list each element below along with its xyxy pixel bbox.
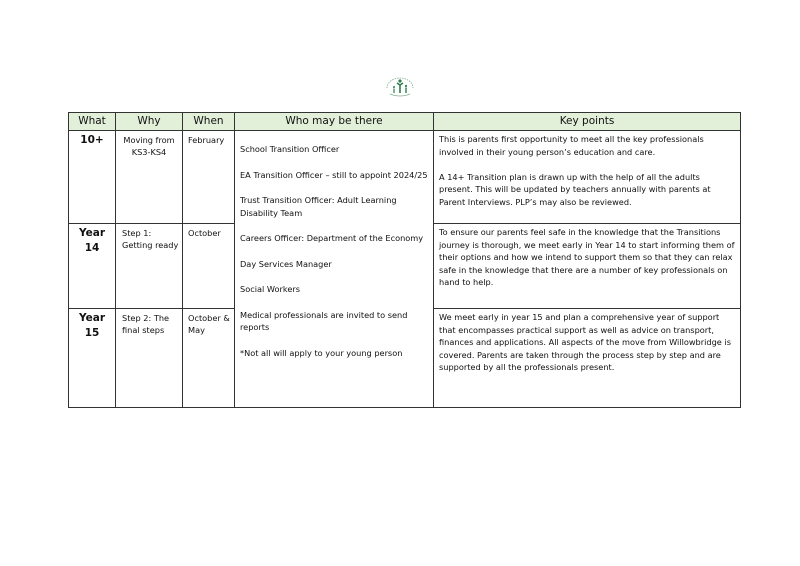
column-header-when: When xyxy=(183,113,235,131)
key-points-cell xyxy=(434,131,741,224)
what-value-line1: Year xyxy=(78,312,106,324)
when-value: October xyxy=(188,228,221,238)
when-value: February xyxy=(188,135,225,145)
why-cell xyxy=(116,309,183,408)
key-point-paragraph: This is parents first opportunity to meet all the key professionals involved in their young person’s education and care. xyxy=(439,134,704,157)
what-cell xyxy=(69,131,116,224)
who-item: EA Transition Officer – still to appoint 2024/25 xyxy=(240,169,428,180)
table-row xyxy=(69,131,741,224)
why-cell xyxy=(116,131,183,224)
what-cell xyxy=(69,309,116,408)
what-value-line2: 15 xyxy=(84,327,100,339)
what-value: 10+ xyxy=(80,134,104,146)
key-points-cell xyxy=(434,224,741,309)
header-row xyxy=(69,113,741,131)
who-item: Medical professionals are invited to send reports xyxy=(240,309,408,332)
what-value-line2: 14 xyxy=(84,242,100,254)
when-cell xyxy=(183,224,235,309)
column-header-why: Why xyxy=(116,113,183,131)
column-header-key-points: Key points xyxy=(434,113,741,131)
who-footnote: *Not all will apply to your young person xyxy=(240,347,403,358)
column-header-who: Who may be there xyxy=(235,113,434,131)
who-item: Social Workers xyxy=(240,284,300,294)
key-points-cell xyxy=(434,309,741,408)
what-value-line1: Year xyxy=(78,227,106,239)
key-point-paragraph: A 14+ Transition plan is drawn up with the help of all the adults present. This will be updated by teachers annually with parents at Parent Interviews. PLP’s may also be reviewed. xyxy=(439,171,711,207)
why-cell xyxy=(116,224,183,309)
key-point-paragraph: To ensure our parents feel safe in the knowledge that the Transitions journey is thorough, we meet early in Year 14 to start informing them of their options and how we intend to support them so that they can relax safe in the knowledge that there are a number of key professionals on hand to help. xyxy=(439,227,735,288)
who-item: School Transition Officer xyxy=(240,144,340,154)
what-cell xyxy=(69,224,116,309)
who-item: Trust Transition Officer: Adult Learning Disability Team xyxy=(240,195,397,218)
when-cell xyxy=(183,131,235,224)
key-point-paragraph: We meet early in year 15 and plan a comprehensive year of support that encompasses practical support as well as advice on transport, finances and applications. All aspects of the move from Willowbridge is covered. Parents are taken through the process step by step and are supported by all the professionals present. xyxy=(439,312,731,373)
why-value: Step 1: Getting ready xyxy=(122,228,179,250)
who-item: Day Services Manager xyxy=(240,258,332,269)
who-item: Careers Officer: Department of the Economy xyxy=(240,233,424,243)
column-header-what: What xyxy=(69,113,116,131)
transition-table xyxy=(68,112,741,408)
why-value: Step 2: The final steps xyxy=(122,313,170,335)
who-may-be-there-cell xyxy=(235,131,434,408)
why-value: Moving from KS3-KS4 xyxy=(123,135,175,157)
school-logo-icon xyxy=(384,76,416,98)
when-cell xyxy=(183,309,235,408)
when-value: October & May xyxy=(188,313,230,335)
